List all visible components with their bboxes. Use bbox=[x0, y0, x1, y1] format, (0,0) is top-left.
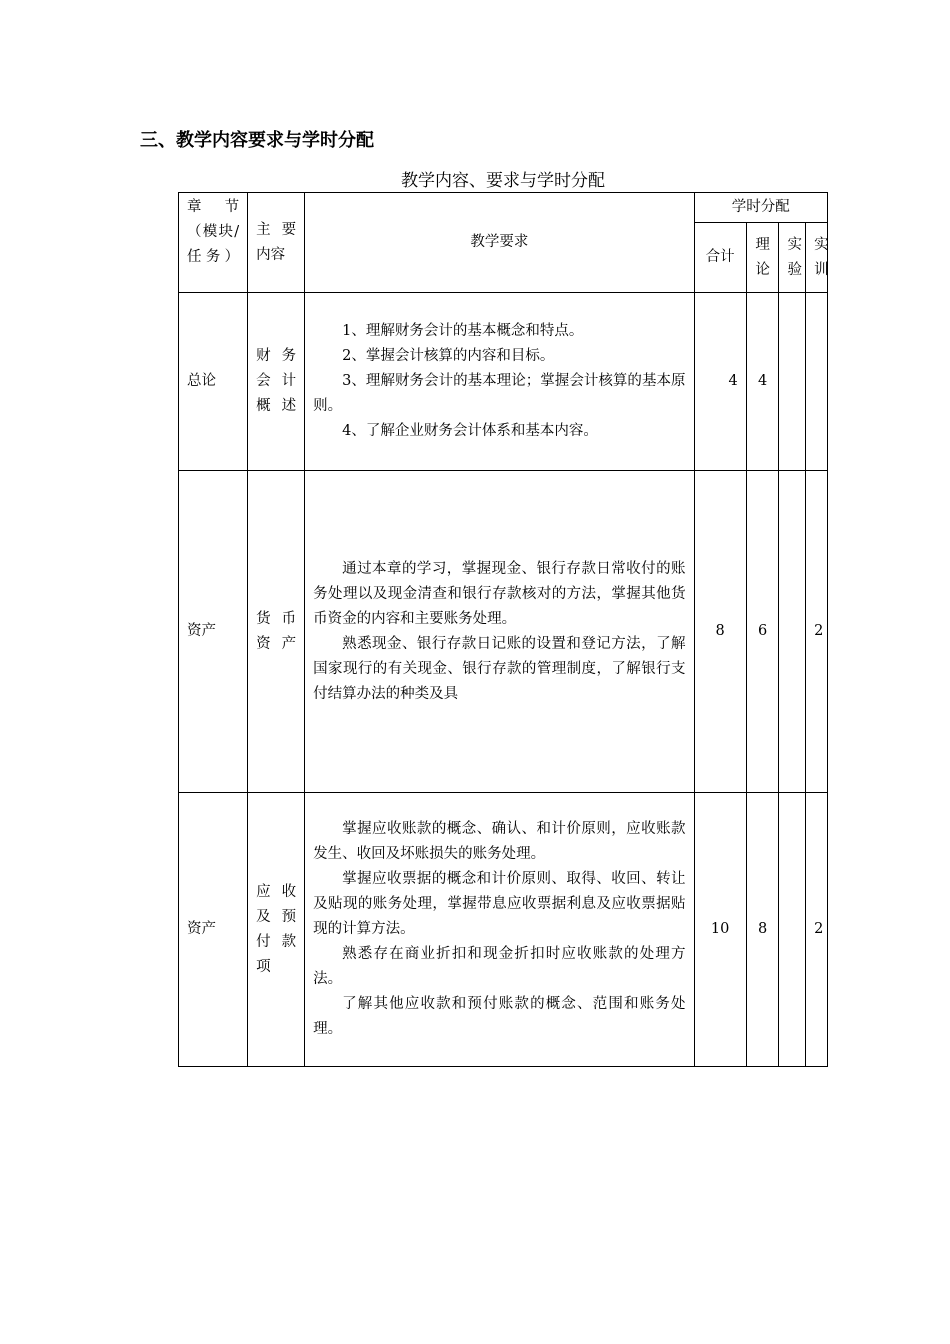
table-row bbox=[179, 471, 828, 793]
row-theory: 6 bbox=[746, 471, 779, 793]
row-theory: 8 bbox=[746, 793, 779, 1067]
header-chapter: 章 节（模块/ 任务） bbox=[179, 193, 248, 293]
header-practice: 实训 bbox=[806, 223, 828, 293]
row-practice: 2 bbox=[806, 471, 828, 793]
row-requirements bbox=[305, 793, 694, 1067]
requirement-text: 掌握应收票据的概念和计价原则、取得、收回、转让及贴现的账务处理，掌握带息应收票据利息及应收票据贴现的计算方法。 bbox=[313, 871, 686, 937]
row-main-content: 财 务会 计概述 bbox=[248, 293, 305, 471]
requirement-text: 4、了解企业财务会计体系和基本内容。 bbox=[342, 423, 598, 439]
table-caption: 教学内容、要求与学时分配 bbox=[401, 171, 605, 191]
table-row bbox=[179, 793, 828, 1067]
row-main-content: 应 收及 预付 款项 bbox=[248, 793, 305, 1067]
row-requirements bbox=[305, 471, 694, 793]
header-requirements: 教学要求 bbox=[305, 193, 694, 293]
requirement-text: 2、掌握会计核算的内容和目标。 bbox=[342, 348, 555, 364]
row-total: 4 bbox=[694, 293, 746, 471]
requirement-text: 了解其他应收款和预付账款的概念、范围和账务处理。 bbox=[313, 996, 686, 1037]
row-experiment bbox=[779, 471, 806, 793]
row-total: 10 bbox=[694, 793, 746, 1067]
requirement-text: 3、理解财务会计的基本理论；掌握会计核算的基本原则。 bbox=[313, 373, 686, 414]
requirement-text: 熟悉存在商业折扣和现金折扣时应收账款的处理方法。 bbox=[313, 946, 686, 987]
hours-table bbox=[178, 192, 828, 1067]
row-main-content: 货 币资产 bbox=[248, 471, 305, 793]
header-main-content: 主 要内容 bbox=[248, 193, 305, 293]
row-requirements bbox=[305, 293, 694, 471]
requirement-text: 熟悉现金、银行存款日记账的设置和登记方法，了解国家现行的有关现金、银行存款的管理制度，了解银行支付结算办法的种类及具 bbox=[313, 635, 686, 702]
row-chapter: 总论 bbox=[179, 293, 248, 471]
section-heading: 三、教学内容要求与学时分配 bbox=[140, 130, 374, 151]
row-chapter: 资产 bbox=[179, 793, 248, 1067]
header-experiment: 实验 bbox=[779, 223, 806, 293]
requirement-text: 1、理解财务会计的基本概念和特点。 bbox=[342, 323, 584, 339]
row-theory: 4 bbox=[746, 293, 779, 471]
requirement-text: 掌握应收账款的概念、确认、和计价原则，应收账款发生、收回及坏账损失的账务处理。 bbox=[313, 821, 686, 862]
row-practice: 2 bbox=[806, 793, 828, 1067]
table-row bbox=[179, 293, 828, 471]
row-experiment bbox=[779, 793, 806, 1067]
row-practice bbox=[806, 293, 828, 471]
row-total: 8 bbox=[694, 471, 746, 793]
header-hours: 学时分配 bbox=[694, 193, 827, 223]
requirement-text: 通过本章的学习，掌握现金、银行存款日常收付的账务处理以及现金清查和银行存款核对的方法，掌握其他货币资金的内容和主要账务处理。 bbox=[313, 560, 686, 627]
header-theory: 理论 bbox=[746, 223, 779, 293]
row-experiment bbox=[779, 293, 806, 471]
header-total: 合计 bbox=[694, 223, 746, 293]
row-chapter: 资产 bbox=[179, 471, 248, 793]
